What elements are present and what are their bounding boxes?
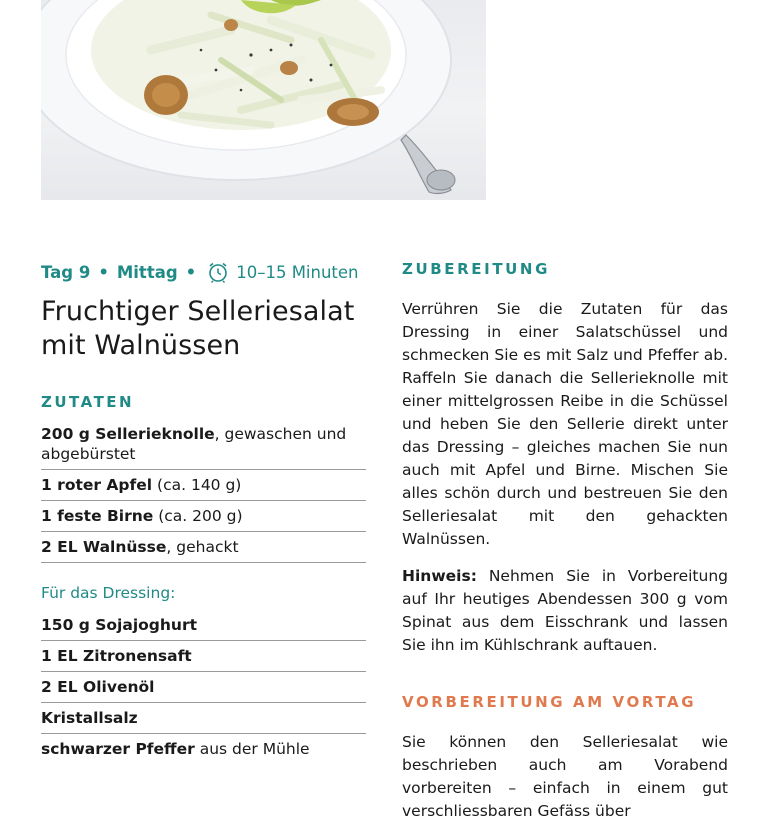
list-item xyxy=(41,703,366,734)
dressing-list xyxy=(41,610,366,764)
prep-day-before-text: Sie können den Selleriesalat wie beschrieben auch am Vorabend vorbereiten – einfach in einem gut verschliessbaren Gefäss über xyxy=(402,733,728,820)
separator-dot: • xyxy=(185,262,197,282)
left-column xyxy=(41,258,366,764)
dressing-label: Für das Dressing: xyxy=(41,584,176,602)
list-item xyxy=(41,641,366,672)
right-column xyxy=(402,258,728,823)
prep-day-before-heading: VORBEREITUNG AM VORTAG xyxy=(402,693,697,711)
list-item xyxy=(41,610,366,641)
recipe-title xyxy=(41,295,366,363)
ingredient-quantity: 150 g Sojajoghurt xyxy=(41,616,198,634)
hint-paragraph xyxy=(402,565,728,657)
ingredient-quantity: 2 EL Olivenöl xyxy=(41,678,155,696)
ingredient-note: , gehackt xyxy=(166,538,239,556)
ingredient-note: , gewaschen und abgebürstet xyxy=(41,425,347,463)
recipe-meta xyxy=(41,258,366,286)
duration-label: 10–15 Minuten xyxy=(236,262,359,282)
ingredient-note: aus der Mühle xyxy=(194,740,310,758)
list-item xyxy=(41,470,366,501)
list-item xyxy=(41,532,366,563)
list-item xyxy=(41,419,366,470)
meal-label: Mittag xyxy=(116,262,178,282)
ingredient-quantity: 2 EL Walnüsse xyxy=(41,538,167,556)
recipe-photo xyxy=(41,0,486,200)
ingredient-quantity: 1 EL Zitronensaft xyxy=(41,647,192,665)
ingredient-note: (ca. 200 g) xyxy=(153,507,243,525)
ingredients-list xyxy=(41,419,366,563)
separator-dot: • xyxy=(98,262,109,282)
list-item xyxy=(41,672,366,703)
ingredients-heading: ZUTATEN xyxy=(41,393,135,411)
hint-text: Nehmen Sie in Vorbereitung auf Ihr heutiges Abendessen 300 g vom Spinat aus dem Eisschrank und lassen Sie ihn im Kühlschrank auftauen. xyxy=(402,567,728,654)
recipe-title-line: mit Walnüssen xyxy=(41,330,241,361)
ingredient-quantity: Kristallsalz xyxy=(41,709,138,727)
preparation-text: Verrühren Sie die Zutaten für das Dressing in einer Salatschüssel und schmecken Sie es mit Salz und Pfeffer ab. Raffeln Sie danach die Sellerieknolle mit einer mittelgrossen Reibe in die Schüssel und heben Sie den Sellerie direkt unter das Dressing – gleiches machen Sie nun auch mit Apfel und Birne. Mischen Sie alles schön durch und bestreuen Sie den Selleriesalat mit den gehackten Walnüssen. xyxy=(402,300,728,548)
ingredient-quantity: 1 feste Birne xyxy=(41,507,154,525)
list-item xyxy=(41,734,366,764)
hint-label: Hinweis: xyxy=(402,567,477,585)
preparation-heading: ZUBEREITUNG xyxy=(402,260,550,278)
ingredient-quantity: schwarzer Pfeffer xyxy=(41,740,195,758)
ingredient-quantity: 1 roter Apfel xyxy=(41,476,153,494)
list-item xyxy=(41,501,366,532)
alarm-clock-icon xyxy=(208,261,228,283)
ingredient-quantity: 200 g Sellerieknolle xyxy=(41,425,215,443)
recipe-title-line: Fruchtiger Selleriesalat xyxy=(41,296,355,327)
ingredient-note: (ca. 140 g) xyxy=(152,476,242,494)
day-label: Tag 9 xyxy=(41,262,91,282)
